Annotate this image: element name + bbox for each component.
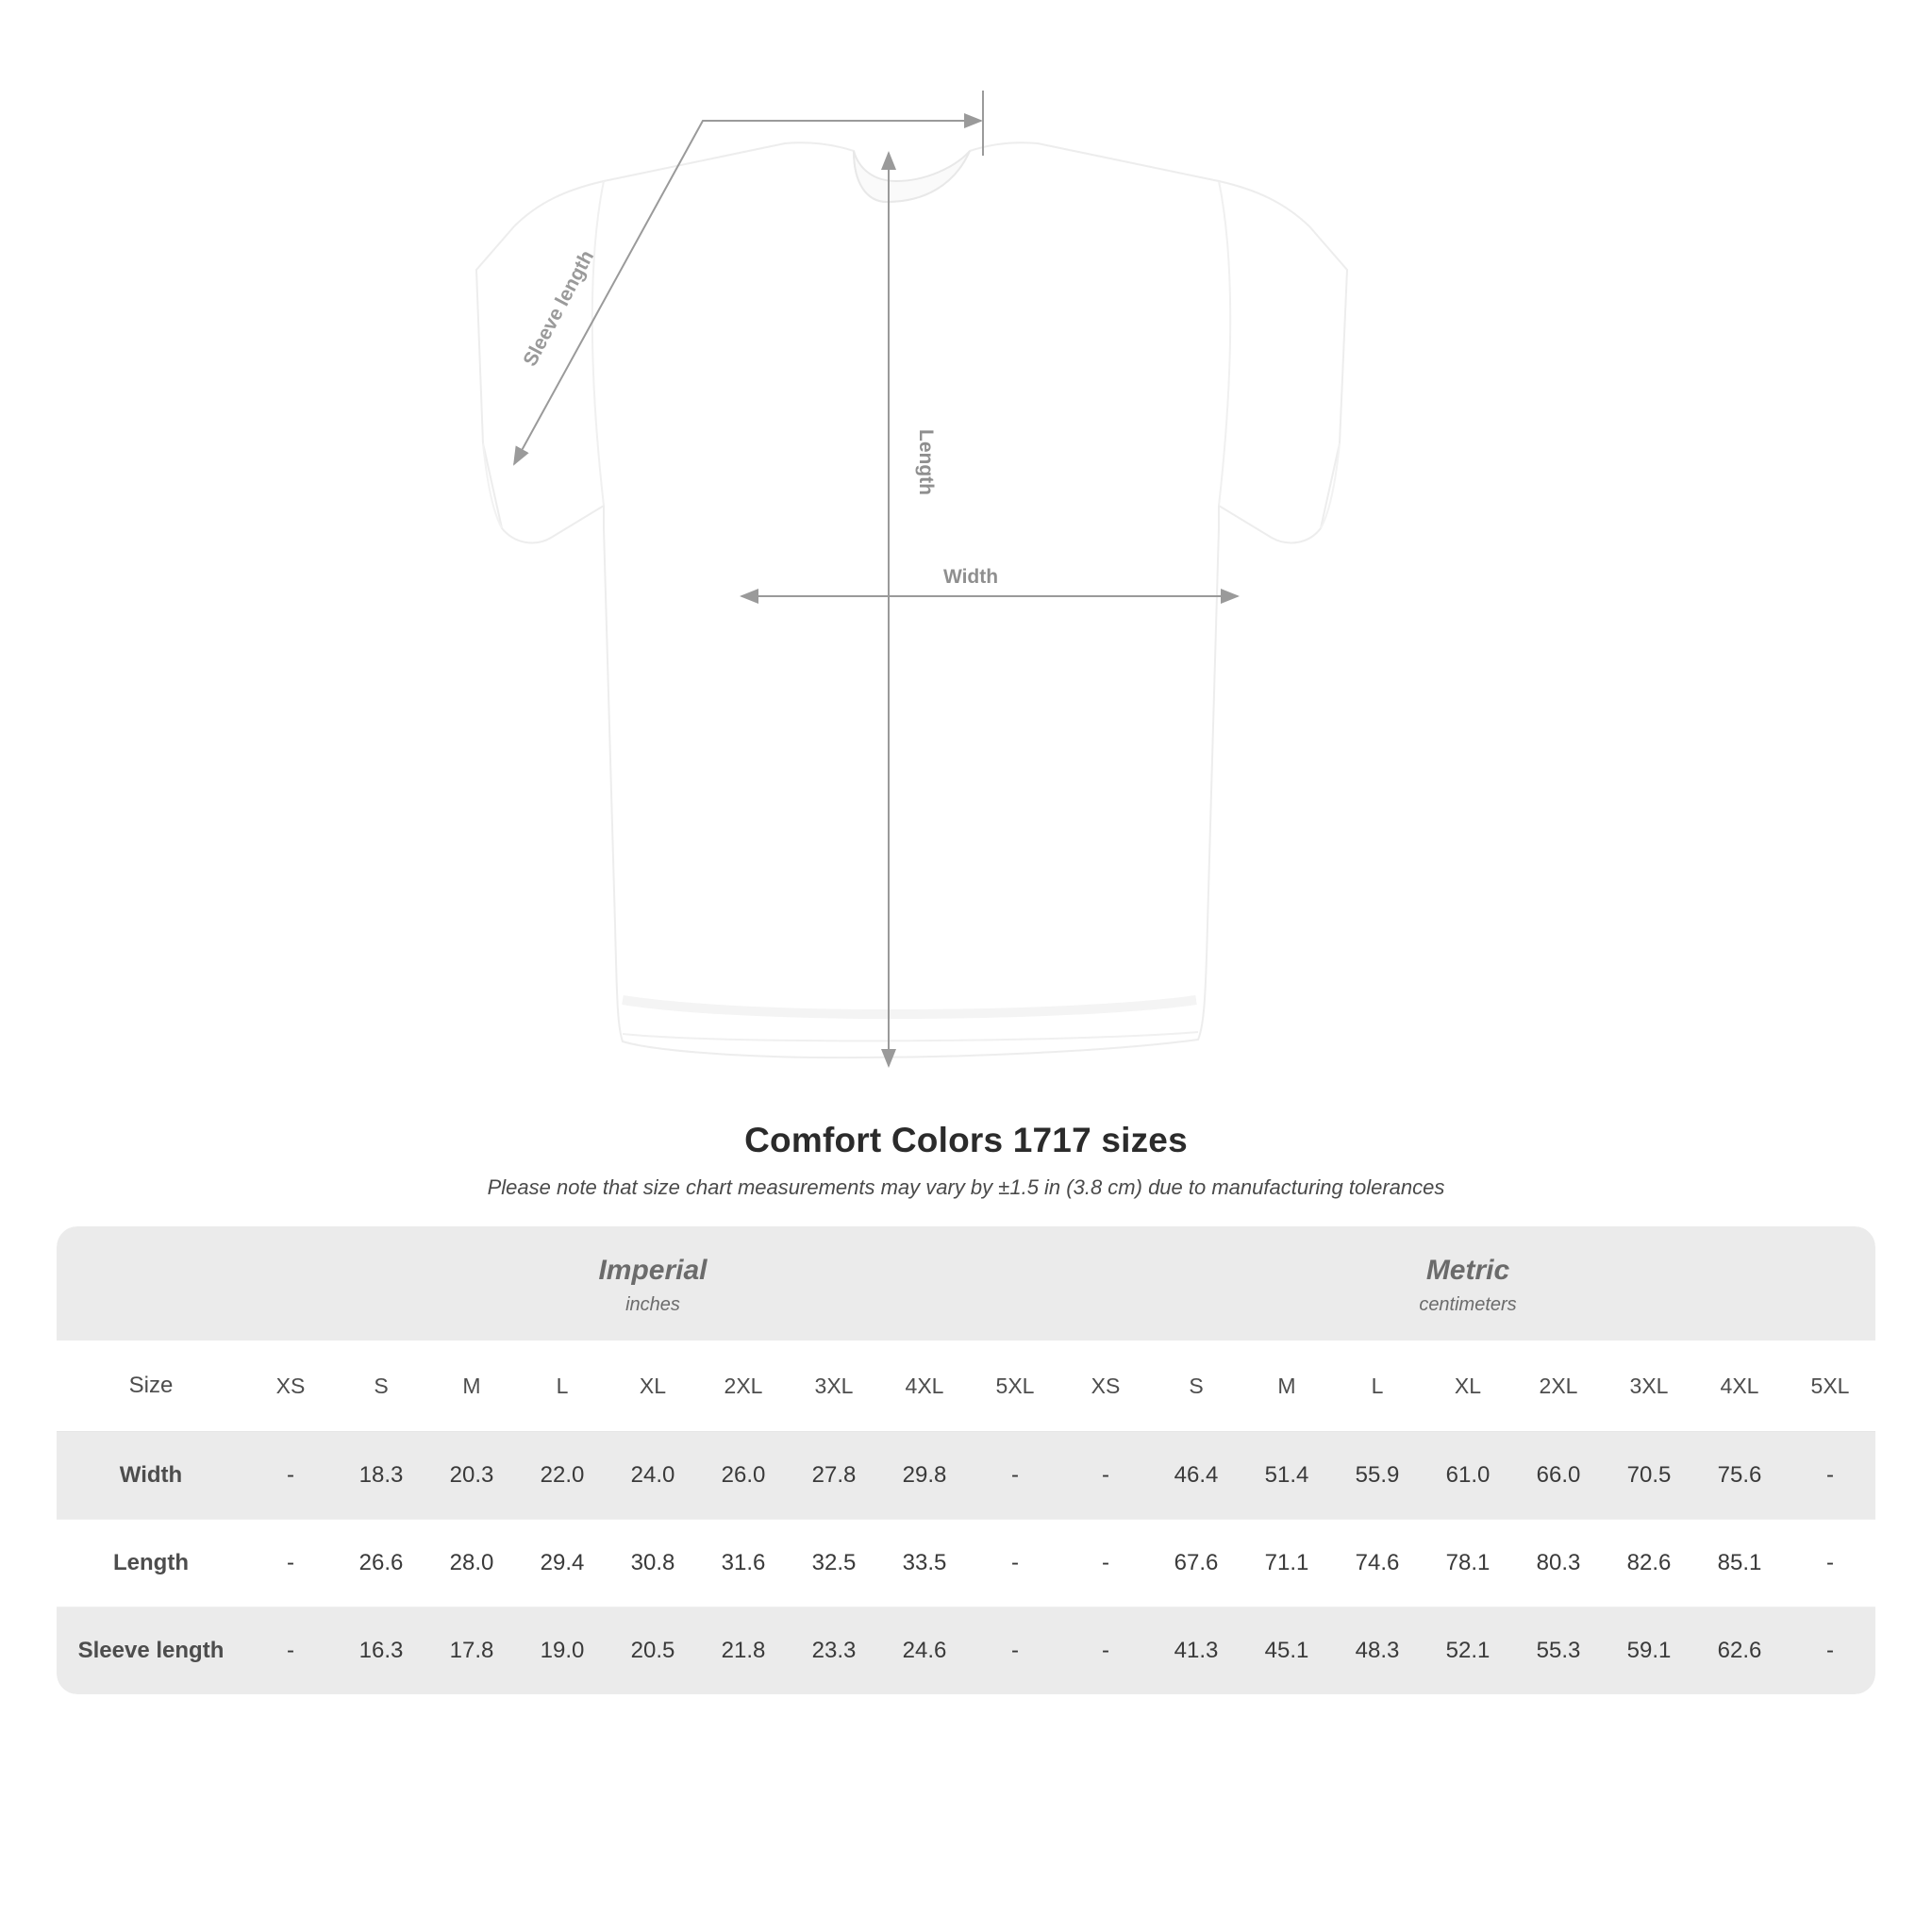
header-imperial-l: L [517,1341,608,1432]
cell-length-imperial-2xl: 31.6 [698,1520,789,1607]
header-imperial-xl: XL [608,1341,698,1432]
header-metric-2xl: 2XL [1513,1341,1604,1432]
header-metric-m: M [1241,1341,1332,1432]
header-imperial-m: M [426,1341,517,1432]
cell-width-imperial-l: 22.0 [517,1432,608,1520]
unit-metric [1060,1226,1875,1341]
header-metric-s: S [1151,1341,1241,1432]
cell-sleeve-imperial-4xl: 24.6 [879,1607,970,1695]
header-imperial-3xl: 3XL [789,1341,879,1432]
size-table-wrap [57,1226,1875,1694]
cell-sleeve-metric-m: 45.1 [1241,1607,1332,1695]
row-label-length: Length [57,1520,245,1607]
tolerance-note: Please note that size chart measurements may vary by ±1.5 in (3.8 cm) due to manufacturing tolerances [487,1175,1445,1199]
header-row [57,1341,1875,1432]
row-label-sleeve-length: Sleeve length [57,1607,245,1695]
cell-length-metric-5xl: - [1785,1520,1875,1607]
cell-width-metric-xs: - [1060,1432,1151,1520]
header-imperial-5xl: 5XL [970,1341,1060,1432]
cell-sleeve-metric-5xl: - [1785,1607,1875,1695]
tshirt-shape [476,142,1347,1058]
cell-sleeve-imperial-xl: 20.5 [608,1607,698,1695]
cell-width-metric-l: 55.9 [1332,1432,1423,1520]
cell-length-metric-4xl: 85.1 [1694,1520,1785,1607]
cell-sleeve-metric-xs: - [1060,1607,1151,1695]
header-metric-4xl: 4XL [1694,1341,1785,1432]
size-table [57,1226,1875,1694]
cell-length-imperial-5xl: - [970,1520,1060,1607]
cell-sleeve-imperial-s: 16.3 [336,1607,426,1695]
title-block [0,1121,1932,1200]
cell-width-imperial-2xl: 26.0 [698,1432,789,1520]
cell-length-imperial-l: 29.4 [517,1520,608,1607]
cell-width-metric-2xl: 66.0 [1513,1432,1604,1520]
cell-length-imperial-3xl: 32.5 [789,1520,879,1607]
cell-width-imperial-s: 18.3 [336,1432,426,1520]
header-size-label: Size [57,1341,245,1432]
cell-sleeve-metric-3xl: 59.1 [1604,1607,1694,1695]
row-label-width: Width [57,1432,245,1520]
cell-width-metric-3xl: 70.5 [1604,1432,1694,1520]
cell-sleeve-imperial-2xl: 21.8 [698,1607,789,1695]
cell-width-imperial-5xl: - [970,1432,1060,1520]
cell-sleeve-imperial-xs: - [245,1607,336,1695]
sleeve-length-label: Sleeve length [519,246,599,371]
cell-sleeve-metric-l: 48.3 [1332,1607,1423,1695]
page-title: Comfort Colors 1717 sizes [744,1121,1188,1159]
header-metric-xl: XL [1423,1341,1513,1432]
cell-width-metric-5xl: - [1785,1432,1875,1520]
cell-width-imperial-xs: - [245,1432,336,1520]
unit-imperial-sub: inches [625,1294,680,1315]
cell-width-metric-4xl: 75.6 [1694,1432,1785,1520]
cell-sleeve-imperial-m: 17.8 [426,1607,517,1695]
cell-length-metric-l: 74.6 [1332,1520,1423,1607]
cell-length-imperial-m: 28.0 [426,1520,517,1607]
table-row [57,1607,1875,1695]
cell-length-metric-xl: 78.1 [1423,1520,1513,1607]
cell-width-metric-m: 51.4 [1241,1432,1332,1520]
cell-length-metric-xs: - [1060,1520,1151,1607]
header-imperial-s: S [336,1341,426,1432]
width-label: Width [942,566,999,588]
cell-length-imperial-4xl: 33.5 [879,1520,970,1607]
header-metric-xs: XS [1060,1341,1151,1432]
cell-sleeve-metric-xl: 52.1 [1423,1607,1513,1695]
cell-width-imperial-m: 20.3 [426,1432,517,1520]
table-row [57,1520,1875,1607]
cell-length-metric-m: 71.1 [1241,1520,1332,1607]
cell-length-metric-3xl: 82.6 [1604,1520,1694,1607]
header-imperial-2xl: 2XL [698,1341,789,1432]
header-metric-l: L [1332,1341,1423,1432]
header-metric-5xl: 5XL [1785,1341,1875,1432]
cell-width-imperial-3xl: 27.8 [789,1432,879,1520]
cell-sleeve-metric-2xl: 55.3 [1513,1607,1604,1695]
header-metric-3xl: 3XL [1604,1341,1694,1432]
unit-metric-name: Metric [1425,1255,1510,1286]
cell-length-imperial-xs: - [245,1520,336,1607]
unit-imperial-name: Imperial [598,1255,708,1286]
cell-sleeve-imperial-l: 19.0 [517,1607,608,1695]
length-label: Length [915,429,937,495]
cell-length-metric-2xl: 80.3 [1513,1520,1604,1607]
cell-width-metric-xl: 61.0 [1423,1432,1513,1520]
cell-width-imperial-4xl: 29.8 [879,1432,970,1520]
cell-length-metric-s: 67.6 [1151,1520,1241,1607]
unit-metric-sub: centimeters [1419,1294,1517,1315]
cell-sleeve-metric-4xl: 62.6 [1694,1607,1785,1695]
cell-sleeve-imperial-5xl: - [970,1607,1060,1695]
header-imperial-4xl: 4XL [879,1341,970,1432]
cell-width-imperial-xl: 24.0 [608,1432,698,1520]
units-row [57,1226,1875,1341]
header-imperial-xs: XS [245,1341,336,1432]
cell-width-metric-s: 46.4 [1151,1432,1241,1520]
table-row [57,1432,1875,1520]
cell-length-imperial-xl: 30.8 [608,1520,698,1607]
cell-sleeve-metric-s: 41.3 [1151,1607,1241,1695]
units-spacer [57,1226,245,1341]
cell-sleeve-imperial-3xl: 23.3 [789,1607,879,1695]
unit-imperial [245,1226,1060,1341]
cell-length-imperial-s: 26.6 [336,1520,426,1607]
